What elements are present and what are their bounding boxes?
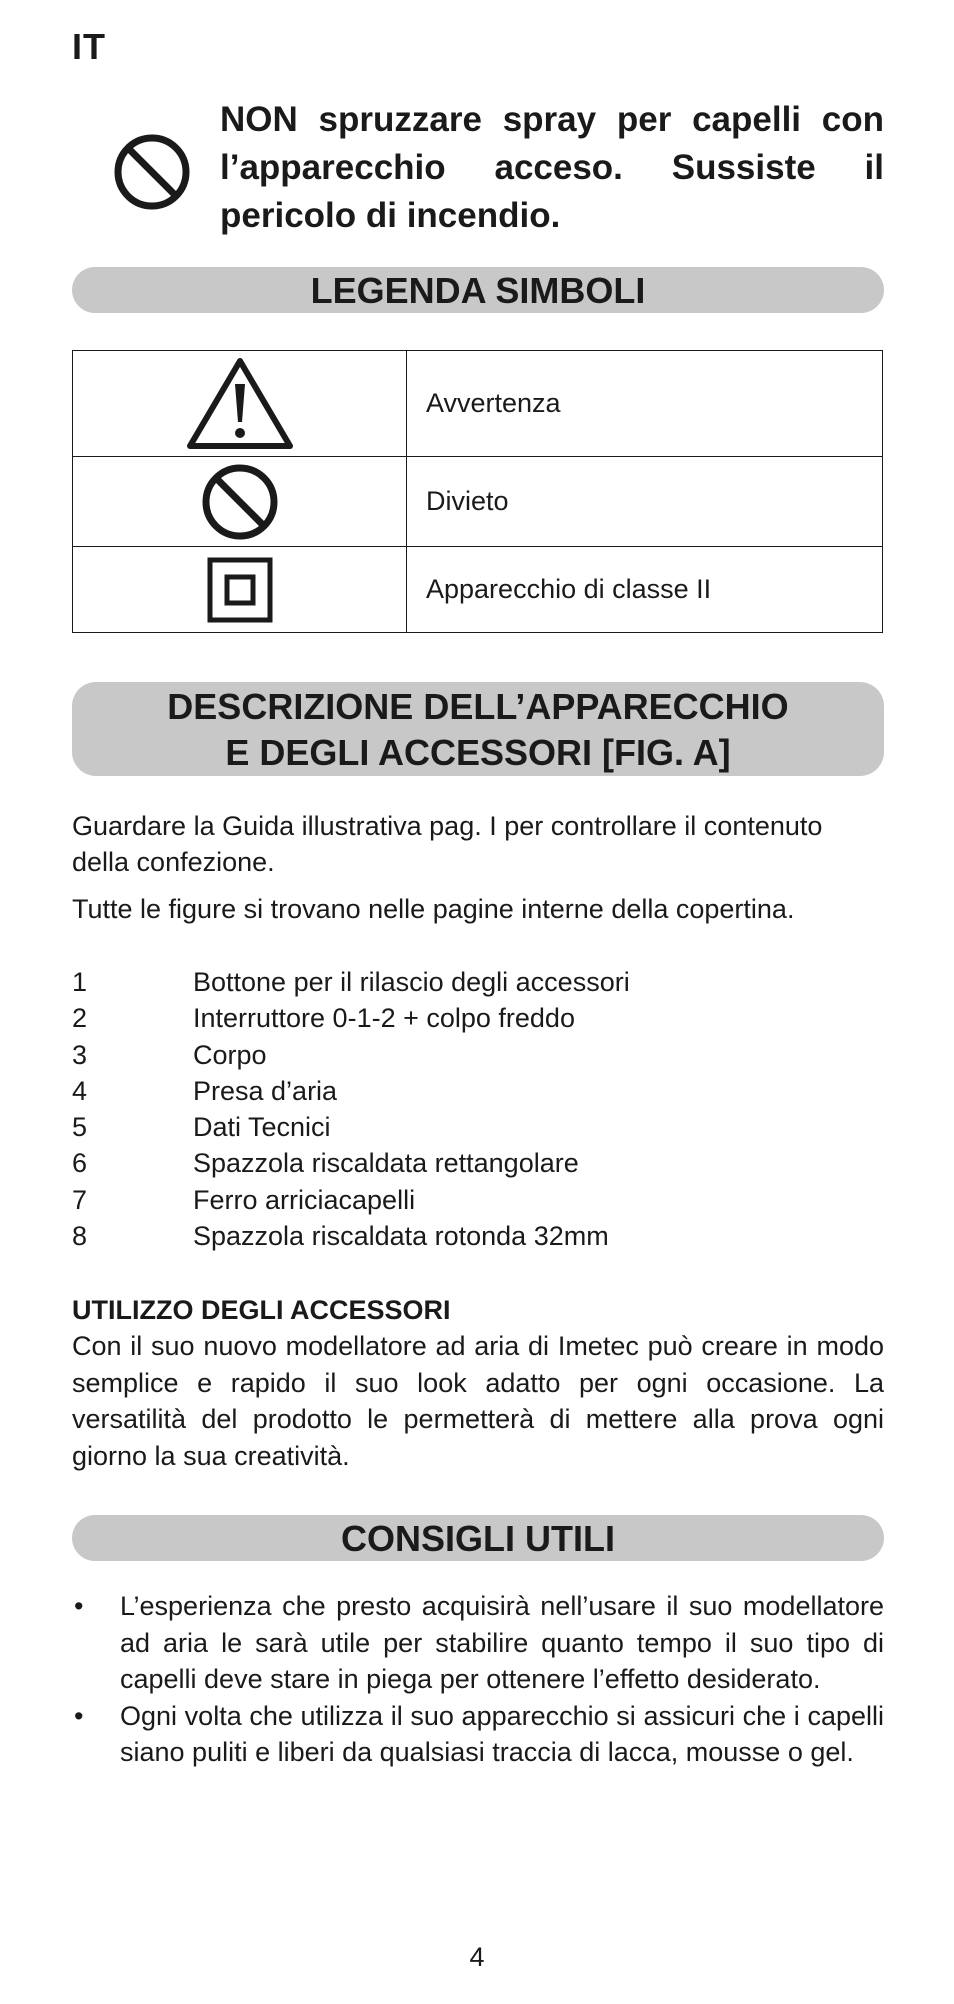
prohibition-icon <box>200 462 280 542</box>
tips-section-title: CONSIGLI UTILI <box>72 1515 884 1561</box>
list-item <box>72 1218 884 1254</box>
item-number: 7 <box>72 1184 88 1215</box>
legend-label: Avvertenza <box>407 351 883 457</box>
prohibition-icon <box>112 132 192 212</box>
class-ii-icon <box>207 557 273 623</box>
list-item <box>72 1000 884 1036</box>
item-number: 5 <box>72 1112 88 1143</box>
item-number: 4 <box>72 1075 88 1106</box>
item-number: 1 <box>72 967 88 997</box>
list-item <box>72 1073 884 1109</box>
tips-list <box>72 1588 884 1771</box>
item-text: Dati Tecnici <box>193 1112 331 1143</box>
list-item <box>72 964 884 1000</box>
item-text: Presa d’aria <box>193 1075 338 1106</box>
guide-reference-paragraph: Guardare la Guida illustrativa pag. I per controllare il contenuto della confezione. <box>72 811 823 877</box>
item-text: Spazzola riscaldata rettangolare <box>193 1148 579 1179</box>
component-list <box>72 964 884 1254</box>
legend-row <box>73 457 883 547</box>
list-item <box>72 1037 884 1073</box>
legend-symbol-cell <box>73 547 407 633</box>
bullet-icon: • <box>74 1700 84 1731</box>
item-text: Bottone per il rilascio degli accessori <box>193 967 630 997</box>
legend-section-title: LEGENDA SIMBOLI <box>72 267 884 313</box>
item-text: Interruttore 0-1-2 + colpo freddo <box>193 1003 575 1034</box>
legend-label: Divieto <box>407 457 883 547</box>
legend-row <box>73 547 883 633</box>
list-item <box>72 1145 884 1181</box>
language-code: IT <box>72 26 106 67</box>
legend-symbol-cell <box>73 351 407 457</box>
description-title-line-1: DESCRIZIONE DELL’APPARECCHIO <box>167 686 789 727</box>
item-text: Corpo <box>193 1039 267 1070</box>
list-item <box>72 1698 884 1771</box>
item-text: Ferro arriciacapelli <box>193 1184 416 1215</box>
list-item <box>72 1182 884 1218</box>
bullet-icon: • <box>74 1591 84 1621</box>
item-number: 2 <box>72 1003 88 1034</box>
page-number: 4 <box>469 1942 485 1972</box>
figures-location-paragraph: Tutte le figure si trovano nelle pagine interne della copertina. <box>72 894 795 924</box>
list-item <box>72 1109 884 1145</box>
list-item <box>72 1588 884 1698</box>
legend-label: Apparecchio di classe II <box>407 547 883 633</box>
item-number: 3 <box>72 1039 88 1070</box>
description-section-title <box>72 682 884 776</box>
tip-text: L’esperienza che presto acquisirà nell’usare il suo modellatore ad aria le sarà utile per stabilire quanto tempo il suo tipo di capelli deve stare in piega per ottenere l’effetto desiderato. <box>120 1591 884 1694</box>
tip-text: Ogni volta che utilizza il suo apparecchio si assicuri che i capelli siano puliti e liberi da qualsiasi traccia di lacca, mousse o gel. <box>120 1700 884 1767</box>
item-number: 8 <box>72 1221 88 1252</box>
item-number: 6 <box>72 1148 88 1179</box>
usage-paragraph: Con il suo nuovo modellatore ad aria di Imetec può creare in modo semplice e rapido il suo look adatto per ogni occasione. La versatilità del prodotto le permetterà di mettere alla prova ogni giorno la sua creatività. <box>72 1331 884 1471</box>
legend-symbol-cell <box>73 457 407 547</box>
symbol-legend-table <box>72 350 883 633</box>
item-text: Spazzola riscaldata rotonda 32mm <box>193 1221 609 1252</box>
usage-heading: UTILIZZO DEGLI ACCESSORI <box>72 1295 451 1325</box>
warning-triangle-icon <box>185 356 295 452</box>
fire-warning-text: NON spruzzare spray per capelli con l’apparecchio acceso. Sussiste il pericolo di incendio. <box>220 100 884 235</box>
legend-row <box>73 351 883 457</box>
description-title-line-2: E DEGLI ACCESSORI [FIG. A] <box>225 732 731 773</box>
